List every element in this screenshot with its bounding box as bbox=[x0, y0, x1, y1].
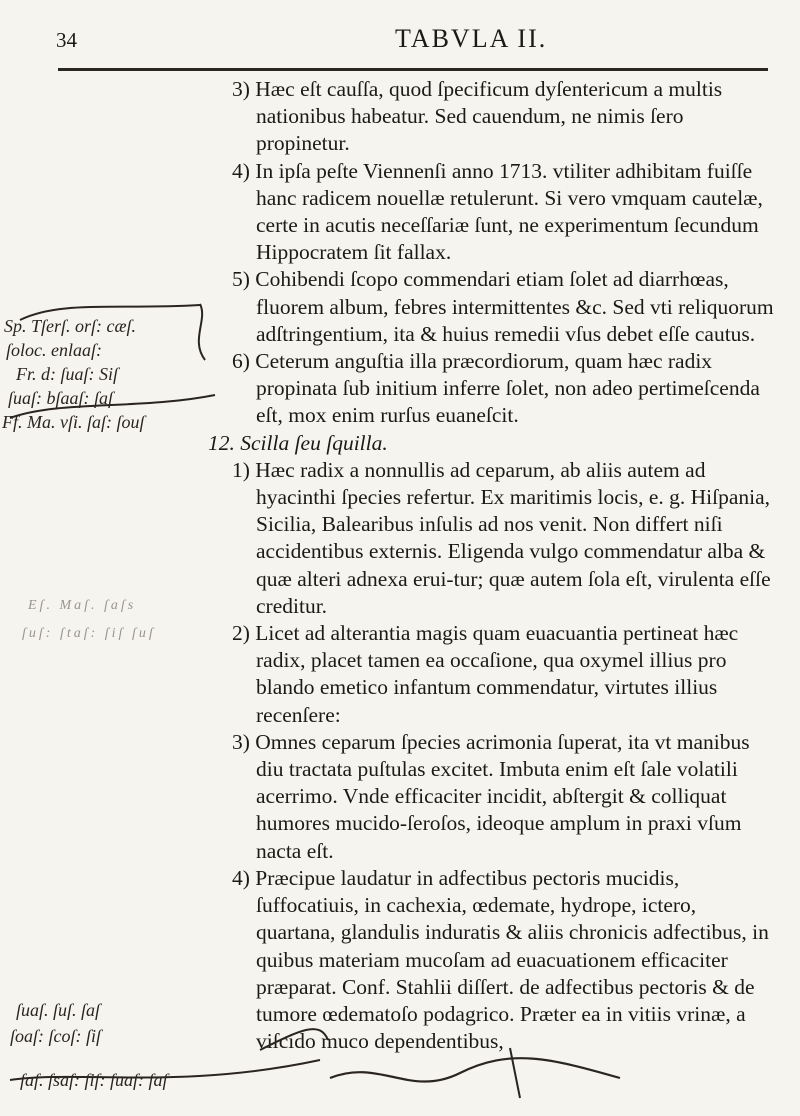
paragraph-4b: 4) Præcipue laudatur in adfectibus pectoris mucidis, ſuffocatiuis, in cachexia, œdemate, hydrope, ictero, quartana, glandulis induratis & aliis chronicis adfectibus, in quibus materiam mucoſam ad euacuationem efficaciter præparat. Conf. Stahlii diſſert. de adfectibus pectoris & de tumore œdematoſo podagrico. Præter ea in vitiis vrinæ, a viſcido muco dependentibus, bbox=[232, 865, 769, 1054]
handwritten-note: ſaſ. ſsaſ: ſiſ: ſuaſ: ſaſ bbox=[20, 1070, 168, 1090]
paragraph-3b: 3) Omnes ceparum ſpecies acrimonia ſuperat, ita vt manibus diu tractata puſtulas excitet. Imbuta enim eſt ſale volatili acerrimo. Vnde efficaciter incidit, abſtergit & colliquat humores mucido-ſeroſos, ideoque amplum in praxi vſum nacta eſt. bbox=[232, 729, 750, 863]
bottom-scribble-icon bbox=[320, 1038, 640, 1108]
handwritten-note: ſoaſ: ſcoſ: ſiſ bbox=[10, 1026, 101, 1046]
section-heading-scilla: 12. Scilla ſeu ſquilla. bbox=[208, 430, 388, 455]
faded-note: Eſ. Maſ. ſaſs bbox=[28, 598, 137, 613]
page-number: 34 bbox=[56, 28, 77, 52]
running-head: TABVLA II. bbox=[395, 24, 548, 53]
handwritten-note: Ff. Ma. vſi. ſaſ: ſouſ bbox=[2, 412, 145, 432]
paragraph-2b: 2) Licet ad alterantia magis quam euacuantia pertineat hæc radix, placet tamen ea occaſione, qua oxymel illius pro blando emetico infantum commendatur, virtutes illius recenſere: bbox=[232, 621, 739, 727]
main-text bbox=[208, 76, 777, 1055]
paragraph-6a: 6) Ceterum anguſtia illa præcordiorum, quam hæc radix propinata ſub initium inferre ſolet, non adeo pertimeſcenda eſt, mox enim rurſus euaneſcit. bbox=[232, 349, 760, 428]
ink-flourish-icon bbox=[0, 300, 220, 440]
handwritten-note: Fr. d: ſuaſ: Siſ bbox=[16, 364, 118, 384]
paragraph-4a: 4) In ipſa peſte Viennenſi anno 1713. vtiliter adhibitam fuiſſe hanc radicem nouellæ retulerunt. Si vero vmquam cautelæ, certe in acutis neceſſariæ ſunt, ne experimentum ſecundum Hippocratem ſit fallax. bbox=[232, 158, 763, 265]
handwritten-note: ſoloc. enlaaſ: bbox=[6, 340, 102, 360]
paragraph-1b: 1) Hæc radix a nonnullis ad ceparum, ab aliis autem ad hyacinthi ſpecies refertur. Ex maritimis locis, e. g. Hiſpania, Sicilia, Balearibus inſulis ad nos venit. Non differt niſi accidentibus externis. Eligenda vulgo commendatur alba & quæ alteri adnexa erui-tur; quæ autem ſola eſt, virulenta eſſe creditur. bbox=[232, 457, 771, 618]
faded-note: ſuſ: ſtaſ: ſiſ ſuſ bbox=[22, 626, 156, 641]
handwritten-note: ſuaſ: bſaaſ: ſaſ bbox=[8, 388, 113, 408]
paragraph-3a: 3) Hæc eſt cauſſa, quod ſpecificum dyſentericum a multis nationibus habeatur. Sed cauendum, ne nimis ſero propinetur. bbox=[232, 77, 723, 156]
ink-flourish-icon bbox=[0, 1010, 330, 1100]
handwritten-note: ſuaſ. ſuſ. ſaſ bbox=[16, 1000, 101, 1020]
handwritten-note: Sp. Tſerſ. orſ: cæſ. bbox=[4, 316, 137, 336]
header-rule bbox=[58, 68, 768, 71]
paragraph-5a: 5) Cohibendi ſcopo commendari etiam ſolet ad diarrhœas, fluorem album, febres intermittentes &c. Sed vti reliquorum adſtringentium, ita & huius remedii vſus debet eſſe cautus. bbox=[232, 267, 774, 346]
